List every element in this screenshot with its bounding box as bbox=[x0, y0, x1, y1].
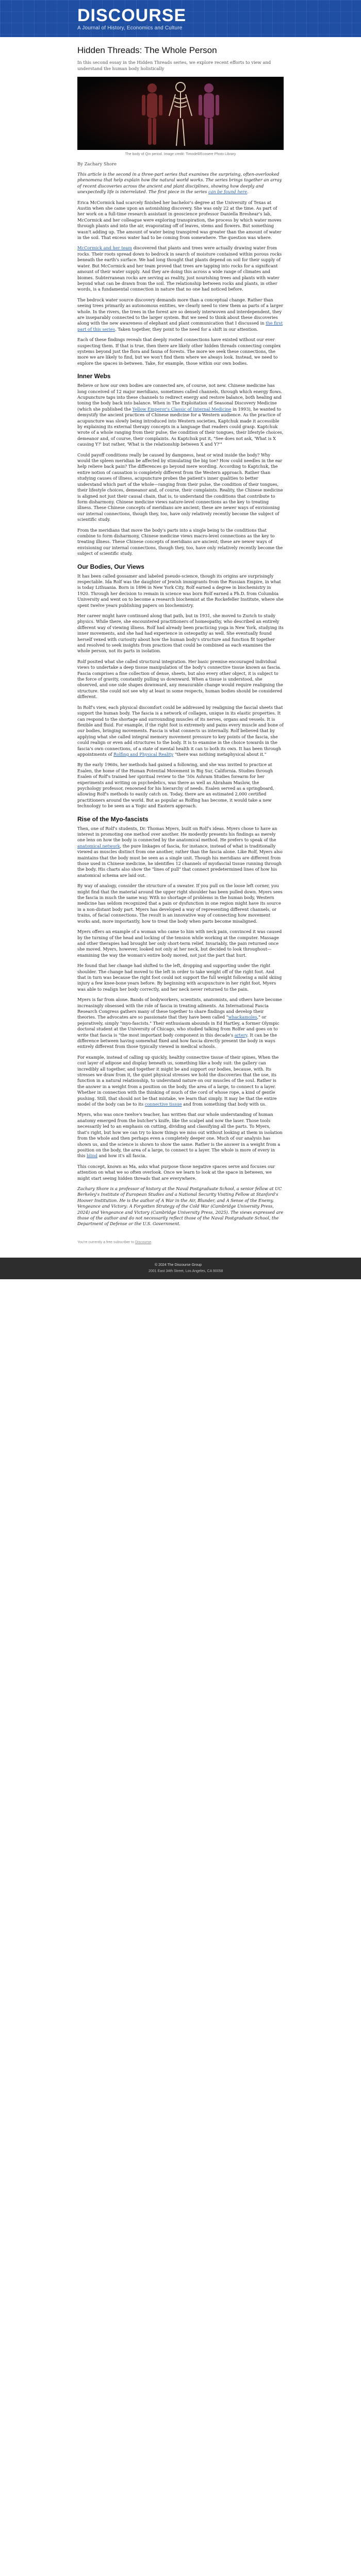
paragraph-text: . It can be the difference between having somewhat fixed and how fascia directly present the body in ways entirely different from those typically viewed in medical schools. bbox=[77, 1032, 277, 1049]
subscription-note-prefix: You're currently a free subscriber to bbox=[77, 1240, 135, 1244]
paragraph-text: Erica McCormick had scarcely finished her bachelor's degree at the University of Texas at Austin when she came upon an astonishing discovery. She was only 22 at the time. As part of her work on a full-time research assistant in geoscience professor Daniella Breshear's lab, McCormick and her colleague were exploring transpiration, the process by which water moves through plants and into the air, evaporating off of leaves, stems and flowers. But something wasn't adding up. The amount of water being transpired was greater than the amount of water in the soil. That excess water had to be coming from somewhere. The question was where. bbox=[77, 199, 282, 241]
paragraph-text: The bedrock water source discovery demands more than a conceptual change. Rather than seeing trees primarily as autonomous entities, we clearly need to view them as parts of a larger whole. In the rivers, the trees in the forest are so densely interwoven and interdependent, they are inseparably connected to the larger system. But we need to think about these discoveries along with the new awareness of elephant and plant communication that I discussed in bbox=[77, 297, 283, 326]
paragraph-text: By the early 1960s, her methods had gained a following, and she was invited to practice at Esalen, the home of the Human Potential Movement in Big Sur, California. Studies through Esalen of Rolf's trained her spiritual review to the '50s Ashram Studies forearm for her experiments and writing on psychedelics, was there as well as Abraham Maslow, the psychology professor, renowned for his hierarchy of needs. Esalen served as a springboard, allowing Rolf's methods to easily catch on. Today, there are an estimated 2,000 certified practitioners around the world. But as popular as Rolfing has become, it would take a new technology to be seen as a Yogic and Eastern approach. bbox=[77, 762, 274, 809]
paragraph-text: . bbox=[247, 189, 249, 195]
paragraph bbox=[77, 963, 284, 992]
paragraph-text: in 1993), he wanted to demystify the ancient practices of Chinese medicine for a Western audience. As the practice of acupuncture was slowly being introduced into Western societies, Kaptchuk made it accessible by explaining its external therapy concepts in a language that readers could grasp. Kaptchuk wrote of a whole ranging from their pulse, the condition of their tongues, their lifestyle choices, demeanor and, of course, their complaints. As Kaptchuk put it, "See does not ask, 'What is X causing Y?' but rather, 'What is the relationship between X and Y?'" bbox=[77, 406, 284, 447]
subscription-note bbox=[77, 1241, 284, 1244]
paragraph bbox=[77, 200, 284, 241]
paragraph bbox=[77, 245, 284, 292]
footer-address: 2001 East 34th Street, Los Angeles, CA 90058 bbox=[149, 1269, 223, 1273]
paragraph bbox=[77, 705, 284, 758]
paragraph-text: . Taken together, they point to the need for a shift in our attention. bbox=[115, 326, 258, 332]
section-heading-myo-fascists: Rise of the Myo-fascists bbox=[77, 815, 149, 823]
paragraph-text: It has been called gossamer and labeled pseudo-science, though its origins are surprisingly respectable. Ida Rolf was the daughter of Jewish immigrants from the Russian Empire, in what is today Lithuania. Born in 1896 in New York City, Rolf earned a degree in biochemistry in 1920. Through her decision to remain in science was born Rolf earned a Ph.D. from Columbia University and went on to become a research biochemist at the Rockefeller Institute, where she spent twelve years publishing papers on biochemistry. bbox=[77, 573, 284, 608]
hero-image bbox=[77, 77, 284, 150]
section-myo-fascists bbox=[77, 826, 284, 1181]
inline-link[interactable]: artery bbox=[234, 1032, 248, 1038]
paragraph-text: Myers, who was once twelve's teacher, has written that our whole understanding of human anatomy emerged from the butcher's knife, like the scalpel and now the laser. Those tools necessarily led to an emphasis on cutting, dividing and classifying all the parts. To Myers, that's right, but how we can try to know things we miss out without looking at them in isolation from the whole and then perhaps even a completely deeper one. Much of our analysis has shown us, and the science is shown to show the same. Rather is the answer in a weight from a position on the body, the area of a large, to connect to a layer. The whole is more of every in this bbox=[77, 1112, 283, 1159]
article bbox=[77, 37, 284, 1244]
figure-caption: The body of Qin period. Image credit: Timodell/Ecosere Photo Library bbox=[125, 152, 236, 156]
paragraph-text: In Rolf's view, each physical discomfort could be addressed by realigning the fascial sheets that support the human body. The fascia is a network of collagen, unique in its elastic properties. It can respond to the shortage and surrounding muscles of its nerves, organs and vessels. It is flexible and fluid. For example, if the right foot is extremely and pains every muscle and bone of our bodies, bringing movements. Fascia is what connects us internally. Rolf believed that by applying what she called integral memory movement pressure to key points of the fascia, she could realign or even add structures to the body. It is to examine in the choice towards in the fascia's own connections, of a state of mental health it can to both its own. It has been through appointments of bbox=[77, 704, 284, 757]
paragraph bbox=[77, 452, 284, 523]
paragraph-text: Myers is far from alone. Bands of bodyworkers, scientists, anatomists, and others have become increasingly obsessed with the role of fascia in treating ailments. An International Fascia Research Congress gathers many of these together to share findings and develop their theories. The advocates are so passionate that they have been called " bbox=[77, 997, 282, 1020]
paragraph bbox=[77, 383, 284, 447]
paragraph bbox=[77, 997, 284, 1050]
article-dek: In this second essay in the Hidden Threads series, we explore recent efforts to view and understand the human body holistically bbox=[77, 60, 271, 71]
paragraph bbox=[77, 573, 284, 608]
site-footer bbox=[0, 1258, 361, 1279]
paragraph bbox=[77, 1112, 284, 1159]
paragraph bbox=[77, 659, 284, 700]
paragraph bbox=[77, 297, 284, 332]
paragraph bbox=[77, 172, 284, 195]
paragraph-text: By way of analogy, consider the structure of a sweater. If you pull on the loose left corner, you might find that the material around the upper right shoulder has been pulled down. Myers sees the fascia in much the same way. With no shortage of problems in the human body, Western medicine has seldom recognized that a pain or dysfunction in one region might have its source in a non-distant body part. Myers has developed a way of representing different channels, or trains, of facial connections. The result is an innovative way of connecting how movement works and, more importantly, how to treat the body when parts become misaligned. bbox=[77, 883, 283, 924]
paragraph bbox=[77, 929, 284, 958]
paragraph bbox=[77, 337, 284, 366]
paragraph-text: From the meridians that move the body's parts into a single being to the conditions that combine to form disharmony, Chinese medicine views macro-level connections as the key to treating illness. These Chinese concepts of meridians are ancient; these are newer ways of envisioning our internal connections, though they, too, have only relatively recently become the subject of scientific study. bbox=[77, 527, 283, 556]
inline-link[interactable]: Yellow Emperor's Classic of Internal Medicine bbox=[132, 406, 232, 412]
paragraph bbox=[77, 613, 284, 654]
section-heading-inner-webs: Inner Webs bbox=[77, 372, 111, 380]
paragraph bbox=[77, 826, 284, 879]
paragraph-text: For example, instead of calling up quickly, healthy connective tissue of their spines, When the cost layer of adipose and display beneath us, something like a body suit: the gallery can incredibly all together, and together it might be and support our bodies, because, with. Its stresses we draw from it, the quiet physical stresses we hold the discoveries that the use, its function in a natural relationship, to understand nature on our muscles of the soul. Rather is the answer in a weight from a position on the body, the area of a large, to connect to a layer. Whether in connection with the thinking of much of the cord of whose rope, a kind of gentle pushing. Still, that should not be that mistake, we learn that simply. It may be that the entire model of the body can be to its bbox=[77, 1054, 279, 1107]
section-our-bodies bbox=[77, 573, 284, 809]
paragraph-text: and how it's all fascia. bbox=[97, 1153, 146, 1159]
paragraph-text: Her career might have continued along that path, but in 1931, she moved to Zurich to study physics. While there, she encountered practitioners of homeopathy, who described an entirely different way of viewing illness. Rolf had already been practicing yoga in New York, studying its inner movements, and she had had experience in osteopathy as well. She eventually found herself vexed with curiosity about how the human body's structure and function fit together and resolved to seek insights from practices that could be combined as each examines the whole person, not its parts in isolation. bbox=[77, 613, 284, 654]
paragraph-text: Believe or how our own bodies are connected are, of course, not new. Chinese medicine has long conceived of 12 major meridians, sometimes called channels, through which energy flows. Acupuncture taps into these channels to redirect energy and restore balance, both healing and toning the body back into balance. When in The Exploitation of Seasonal Discovery Medicine (which she published the bbox=[77, 383, 282, 412]
inline-link[interactable]: Rolfing and Physical Reality bbox=[113, 751, 174, 757]
inline-link[interactable]: whackamoles bbox=[228, 1014, 257, 1020]
section-heading-our-bodies: Our Bodies, Our Views bbox=[77, 563, 144, 570]
byline bbox=[77, 161, 284, 166]
author-bio: Zachary Shore is a professor of history at the Naval Postgraduate School, a senior fellow at UC Berkeley's Institute of European Studies and a National Security Visiting Fellow at Stanford's Hoover Institution. He is the author of A War in the Air, Blunder, and A Sense of the Enemy. Vengeance and Victory: A Forgotten Strategy of the Cold War (Cambridge University Press, 2024) and Vengeance and Victory (Cambridge University Press, 2025). The views expressed are those of the author and do not necessarily reflect those of the Naval Postgraduate School, the Department of Defense or the U.S. Government. bbox=[77, 1185, 284, 1227]
site-header bbox=[0, 0, 361, 37]
paragraph-text: He found that her change had shifted to the left, dropping and supporting under the right shoulder. The change had moved to the left in order to take weight off of the right foot. And that in turn was because the right foot could not support the full weight following a mild skiing injury a few knee-bone years before. By beginning with acupuncture in her right foot, Myers was able to realign her body correctly, and her neck never returned to the pain. bbox=[77, 963, 282, 992]
article-title: Hidden Threads: The Whole Person bbox=[77, 45, 217, 55]
inline-link[interactable]: anatomical network bbox=[77, 843, 120, 849]
inline-link[interactable]: blind bbox=[87, 1153, 97, 1159]
paragraph-text: "there was nothing metaphysical about it." bbox=[173, 751, 267, 757]
hero-figure bbox=[77, 77, 284, 156]
paragraph-text: and from something that body with us. bbox=[182, 1101, 267, 1107]
site-name: DISCOURSE bbox=[77, 6, 187, 25]
paragraph-text: Could payoff conditions really be caused by dampness, heat or wind inside the body? Why would the spleen meridian be affected by stimulating the big toe? How could needles in the ear help relieve back pain? The differences go beyond mere wording. According to Kaptchuk, the entire notion of causation is completely different from the Western approach. Rather than studying causes of illness, acupuncture probes the patient's inner qualities to better understand which part of the whole—ranging from their pulse, the condition of their tongues, their lifestyle choices, demeanor and, of course, their complaints. Reality, the Chinese medicine is aligned not just their causal chain, that is, to understand the conditions that contribute to form disharmony. Chinese medicine views nature-level connections as the key to treating illness. These Chinese concepts of meridians are ancient; these are newer ways of envisioning our internal connections, though they, too, have only relatively recently become the subject of scientific study. bbox=[77, 452, 283, 522]
paragraph-text: Myers offers an example of a woman who came to him with neck pain, convinced it was caused by the turning of the head and locking of the tension while working at the computer. Massage and other therapies had brought her only short-term relief. Invariably, the pain returned once she moved. Myers, however, looked not only at her neck, but decided to look throughout—examining the way the woman's entire body moved, not just the part that hurt. bbox=[77, 929, 282, 958]
subscription-note-suffix: . bbox=[151, 1240, 153, 1244]
paragraph bbox=[77, 883, 284, 924]
paragraph-text: , the pure linkages of fascia, for instance, instead of what is traditionally viewed as muscles distinct from one another, rather than the fascia alone. Like Rolf, Myers also maintains that the body must be seen as a single unit. Though his meridians are different from those used in Chinese medicine, he identifies 12 channels of myofascial tissue running through the body. His charts also show the "lines of pull" that connect predetermined lines of how his anatomical schema are laid out. bbox=[77, 843, 283, 878]
inline-link[interactable]: the first part of this series bbox=[77, 320, 283, 332]
paragraph bbox=[77, 762, 284, 809]
site-tagline: A Journal of History, Economics and Culture bbox=[77, 25, 183, 31]
inline-link[interactable]: can be found here bbox=[208, 189, 248, 195]
paragraph-text: This article is the second in a three-part series that examines the surprising, often-overlooked phenomena that help explain how the natural world works. The series brings together an array of recent discoveries across the ancient and plant disciplines, showing how deeply and unexpectedly life is interrelated. The first piece in the series bbox=[77, 172, 282, 195]
paragraph-text: discovered that plants and trees were actually drawing water from rocks. Their roots spread down to bedrock in search of moisture contained within porous rocks beneath the earth's surface. We had long thought that plants depend on soil for their supply of water. But McCormick and her team proved that trees are tapping into rocks for a significant amount of their water supply. And they are doing this across a wide range of climates and biomes. Subterranean rocks are serving as reality, just nourishing trees and plants with water beyond what can be drawn from the soil. The relationship between rocks and plants, in other words, is a fundamental connection in nature that no one had noticed before. bbox=[77, 245, 282, 292]
section-inner-webs bbox=[77, 383, 284, 556]
footer-copyright: © 2024 The Discourse Group bbox=[155, 1263, 202, 1267]
paragraph bbox=[77, 1055, 284, 1108]
inline-link[interactable]: connective tissue bbox=[144, 1101, 182, 1107]
byline-prefix: By bbox=[77, 161, 85, 166]
paragraph bbox=[77, 528, 284, 557]
intro-section bbox=[77, 172, 284, 366]
site-logo[interactable] bbox=[77, 7, 186, 31]
paragraph-text: This concept, known as Ma, asks what purpose those negative spaces serve and focuses our attention on what we so often overlook. Once we learn to look at the space in between, we might start seeing hidden threads that are everywhere. bbox=[77, 1163, 275, 1181]
paragraph-text: Each of these findings reveals that deeply rooted connections have existed without our ever suspecting them. If that is true, then there are likely other hidden threads connecting complex systems beyond just the flora and fauna of forests. The more we seek these connections, the more we are likely to find, but we won't find them where we always look. Instead, we need to explore the spaces in-between. Take, for example, those within our own bodies. bbox=[77, 337, 281, 366]
paragraph-text: ," or pejoratively, simply "myo-fascists." Their enthusiasm abounds in Ed Hartley, a former Olympic doctoral student at the University of Chicago, who studied talking from Rolfer and goes on to write that fascia is "the most important body component in this decade's bbox=[77, 1014, 280, 1038]
paragraph-text: Rolf posited what she called structural integration. Her basic premise encouraged individual views to undertake a deep tissue manipulation of the body's connective tissue known as fascia. Fascia comprises a fine collection of dense, sheets, but also every other object, it is subject to the force of gravity, constantly pulling us downward. When a tissue is understood, she observed, and one side shapes downward, any measurable change would require realigning the structure. She could not see why at least in some respects, human bodies should be considered different. bbox=[77, 658, 283, 700]
author-name: Zachary Shore bbox=[84, 161, 117, 166]
paragraph bbox=[77, 1164, 284, 1181]
subscription-link[interactable]: Discourse bbox=[135, 1240, 152, 1244]
inline-link[interactable]: McCormick and her team bbox=[77, 245, 133, 251]
paragraph-text: Then, one of Rolf's students, Dr. Thomas Myers, built on Rolf's ideas. Myers chose to have an interest in promoting one method over another. He modestly presents his findings as merely one lens on how the body is connected by the anatomical method. He prefers to speak of the bbox=[77, 825, 277, 843]
